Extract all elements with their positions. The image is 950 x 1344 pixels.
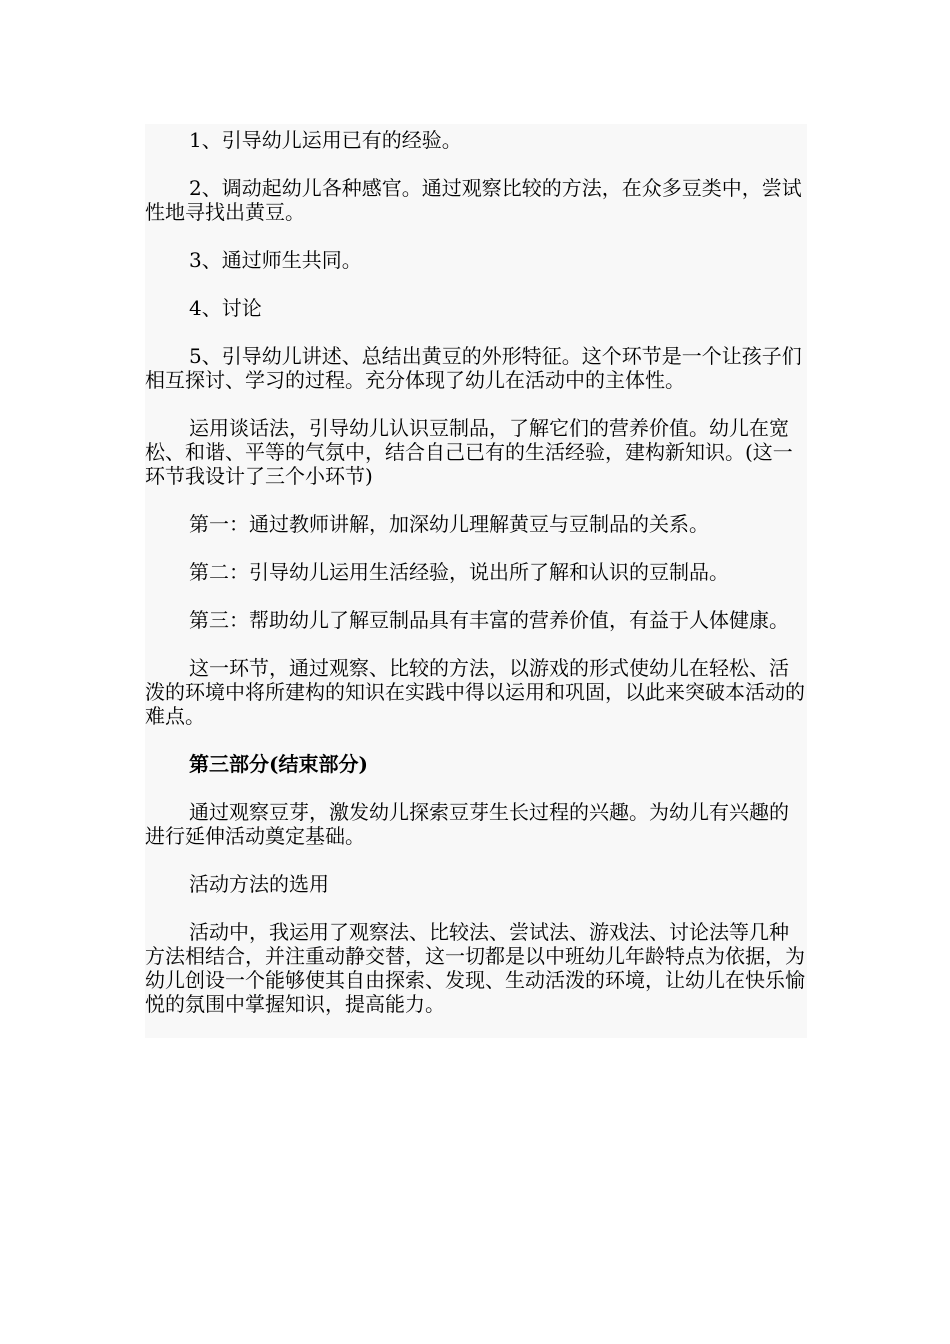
paragraph-14: 活动中，我运用了观察法、比较法、尝试法、游戏法、讨论法等几种方法相结合，并注重动静交替，这一切都是以中班幼儿年龄特点为依据，为幼儿创设一个能够使其自由探索、发现、生动活泼的环境，让幼儿在快乐愉悦的氛围中掌握知识，提高能力。 bbox=[145, 920, 805, 1016]
paragraph-12: 通过观察豆芽，激发幼儿探索豆芽生长过程的兴趣。为幼儿有兴趣的进行延伸活动奠定基础。 bbox=[145, 800, 789, 848]
paragraph-5: 5、引导幼儿讲述、总结出黄豆的外形特征。这个环节是一个让孩子们相互探讨、学习的过程。充分体现了幼儿在活动中的主体性。 bbox=[145, 344, 802, 392]
paragraph-3: 3、通过师生共同。 bbox=[189, 248, 362, 272]
section-heading: 第三部分(结束部分) bbox=[189, 752, 368, 776]
paragraph-1: 1、引导幼儿运用已有的经验。 bbox=[189, 128, 462, 152]
paragraph-7: 第一：通过教师讲解，加深幼儿理解黄豆与豆制品的关系。 bbox=[189, 512, 709, 536]
paragraph-2: 2、调动起幼儿各种感官。通过观察比较的方法，在众多豆类中，尝试性地寻找出黄豆。 bbox=[145, 176, 802, 224]
document-body bbox=[145, 124, 807, 1038]
paragraph-6: 运用谈话法，引导幼儿认识豆制品，了解它们的营养价值。幼儿在宽松、和谐、平等的气氛中，结合自己已有的生活经验，建构新知识。(这一环节我设计了三个小环节) bbox=[145, 416, 793, 488]
paragraph-8: 第二：引导幼儿运用生活经验，说出所了解和认识的豆制品。 bbox=[189, 560, 729, 584]
paragraph-13: 活动方法的选用 bbox=[189, 872, 329, 896]
paragraph-10: 这一环节，通过观察、比较的方法，以游戏的形式使幼儿在轻松、活泼的环境中将所建构的知识在实践中得以运用和巩固，以此来突破本活动的难点。 bbox=[145, 656, 805, 728]
paragraph-9: 第三：帮助幼儿了解豆制品具有丰富的营养价值，有益于人体健康。 bbox=[189, 608, 789, 632]
paragraph-4: 4、讨论 bbox=[189, 296, 262, 320]
